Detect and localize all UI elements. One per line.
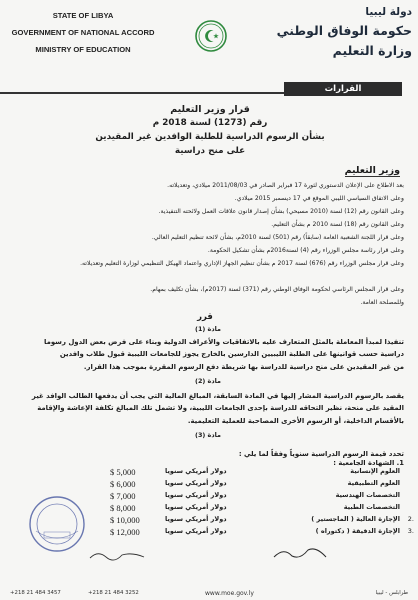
fees-first-heading [333, 459, 404, 467]
preamble-clause: وللمصلحة العامة. [360, 299, 404, 306]
decree-subject-line2: على منح دراسية [174, 146, 246, 156]
decided-heading: قرر [197, 312, 213, 322]
band-rule [0, 92, 284, 94]
fee-label: التخصصات الطبية [343, 503, 400, 511]
preamble-clause: وعلى الاتفاق السياسي الليبي الموقع في 17 ديسمبر 2015 ميلادي. [234, 195, 404, 202]
fees-first-number: 1. [396, 459, 404, 467]
footer-phone-2: +218 21 484 3252 [88, 590, 139, 596]
footer-website: www.moe.gov.ly [205, 590, 254, 597]
header-english [8, 7, 158, 58]
footer-phone-1: +218 21 484 3457 [10, 590, 61, 596]
fee-amount: $ 10,000 [110, 515, 140, 525]
decree-title: قرار وزير التعليم [170, 104, 250, 115]
libya-emblem-icon [195, 20, 227, 52]
ministry-seal-icon [28, 495, 86, 553]
article-2-label: مادة (2) [195, 377, 221, 385]
fee-number: 2. [407, 515, 414, 523]
section-heading-text: وزير التعليم [344, 165, 400, 176]
fee-label: العلوم التطبيقية [347, 479, 400, 487]
decisions-band [0, 82, 418, 96]
fee-currency: دولار أمريكي سنويا [165, 503, 227, 511]
minister-signature [270, 545, 330, 561]
decree-number: رقم (1273) لسنة 2018 م [152, 118, 268, 128]
fee-currency: دولار أمريكي سنويا [165, 527, 227, 535]
government-name-en: GOVERNMENT OF NATIONAL ACCORD [11, 28, 155, 37]
fee-label: الإجازة الدقيقة ( دكتوراه ) [315, 527, 400, 535]
fee-label: العلوم الإنسانية [350, 467, 400, 475]
fee-currency: دولار أمريكي سنويا [165, 491, 227, 499]
ministry-name-ar: وزارة التعليم [332, 43, 412, 58]
fee-currency: دولار أمريكي سنويا [165, 479, 227, 487]
preamble-clause: وعلى القانون رقم (18) لسنة 2010 م بشأن التعليم. [271, 221, 404, 228]
article-2-line: بالأقسام الداخلية، أو الرسوم الأخرى المصاحبة للعملية التعليمية. [187, 416, 404, 425]
article-3-intro: تحدد قيمة الرسوم الدراسية سنوياً وفقاً لما يلي : [238, 450, 404, 458]
fee-amount: $ 6,000 [110, 479, 136, 489]
fee-row [110, 527, 414, 539]
ministry-name-en: MINISTRY OF EDUCATION [35, 45, 131, 54]
state-name-ar: دولة ليبيا [365, 6, 412, 18]
fee-row [110, 467, 400, 479]
fee-row [110, 515, 414, 527]
fee-amount: $ 5,000 [110, 467, 136, 477]
article-1-line: تنفيذا لمبدأ المعاملة بالمثل المتعارف عليه بالاتفاقيات والأعراف الدولية وبناء على فرض بعض الدول رسوما [44, 338, 404, 346]
fee-row [110, 491, 400, 503]
preamble-clause: بعد الاطلاع على الإعلان الدستوري لثورة 17 فبراير الصادر في 2011/08/03 ميلادي، وتعديلاته. [167, 182, 404, 189]
preamble-clause: وعلى قرار اللجنة الشعبية العامة (سابقاً) رقم (501) لسنة 2010م، بشأن لائحة تنظيم التعليم العالي. [151, 234, 404, 241]
preamble-clause: وعلى قرار المجلس الرئاسي لحكومة الوفاق الوطني رقم (371) لسنة (2017م)، بشأن تكليف بمهام. [150, 286, 404, 293]
decisions-label: القرارات [284, 82, 402, 96]
fees-first-heading-text: الشهادة الجامعية : [333, 459, 395, 467]
fee-amount: $ 8,000 [110, 503, 136, 513]
article-1-line: من غير المقيدين على منح دراسية للدراسة بها شريطة دفع الرسوم المقررة بموجب هذا القرار. [83, 362, 404, 371]
article-1-line: دراسية حسب قوانينها على الطلبة الليبيين الدارسين بالخارج يجوز للجامعات الليبية قبول طلاب وافدين [59, 350, 404, 359]
state-name-en: STATE OF LIBYA [52, 11, 114, 20]
article-1-text [16, 336, 404, 373]
preamble-clause: وعلى القانون رقم (12) لسنة (2010 مسيحي) بشأن إصدار قانون علاقات العمل ولائحته التنفيذية. [158, 208, 404, 215]
fee-label: الإجازة العالية ( الماجستير ) [311, 515, 400, 523]
government-name-ar: حكومة الوفاق الوطني [276, 23, 412, 38]
fee-label: التخصصات الهندسية [335, 491, 400, 499]
article-2-line: يقصد بالرسوم الدراسية المشار إليها في المادة السابقة، المبالغ المالية التي يجب أن يدفعها الطالب الوافد غير [31, 392, 404, 400]
decree-subject: بشأن الرسوم الدراسية للطلبة الوافدين غير المقيدين [95, 132, 325, 142]
fee-row [110, 503, 400, 515]
article-2-line: المقيد على منحة، نظير التحاقه للدراسة بإحدى الجامعات الليبية، ولا تشمل تلك المبالغ تكلفة الإعاشة والإقامة [37, 404, 404, 413]
fee-row [110, 479, 400, 491]
preamble-clause: وعلى قرار مجلس الوزراء رقم (676) لسنة 2017 م بشأن تنظيم الجهاز الإداري واعتماد الهيكل التنظيمي لوزارة التعليم وتعديلاته. [80, 260, 404, 267]
fee-amount: $ 12,000 [110, 527, 140, 537]
preamble-clause: وعلى قرار رئاسة مجلس الوزراء رقم (4) لسنة2016م بشأن تشكيل الحكومة. [207, 247, 404, 254]
footer-city: طرابلس - ليبيا [375, 590, 408, 596]
header-arabic [252, 4, 412, 61]
fee-currency: دولار أمريكي سنويا [165, 515, 227, 523]
signature-mark [88, 548, 148, 562]
fee-amount: $ 7,000 [110, 491, 136, 501]
article-2-text [16, 390, 404, 427]
fee-currency: دولار أمريكي سنويا [165, 467, 227, 475]
article-1-label: مادة (1) [195, 325, 221, 333]
article-3-label: مادة (3) [195, 431, 221, 439]
fees-table [110, 467, 414, 539]
page-footer [0, 588, 418, 600]
fee-number: 3. [407, 527, 414, 535]
section-heading [345, 165, 400, 176]
